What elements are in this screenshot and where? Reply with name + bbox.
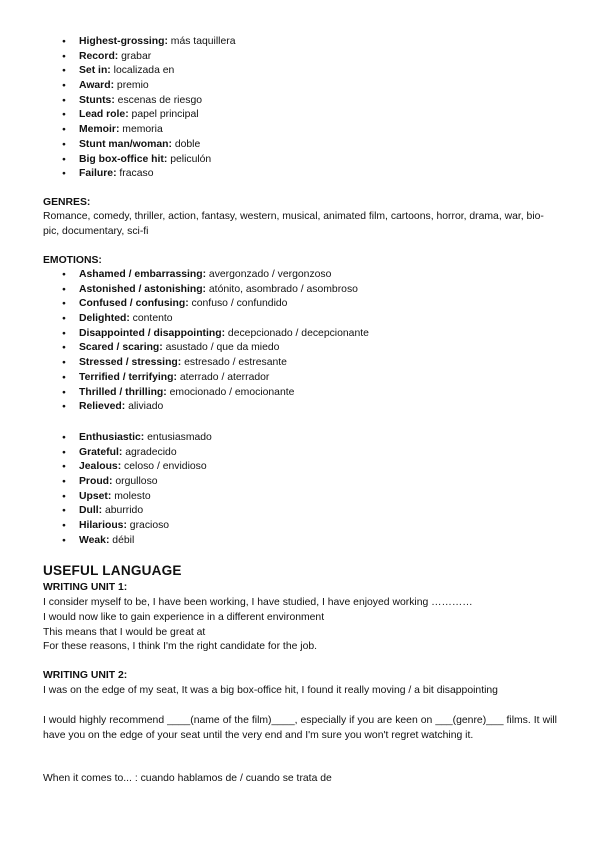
emotion-definition: aterrado / aterrador	[176, 371, 270, 383]
useful-language-title: USEFUL LANGUAGE	[43, 563, 182, 578]
vocab-term: Failure:	[79, 168, 117, 180]
list-item	[62, 431, 212, 446]
emotion-definition: orgulloso	[112, 476, 158, 488]
emotions-list	[62, 268, 369, 415]
emotion-definition: atónito, asombrado / asombroso	[206, 283, 358, 295]
emotion-definition: agradecido	[122, 446, 177, 458]
list-item	[62, 534, 212, 549]
list-item	[62, 475, 212, 490]
vocab-definition: premio	[114, 80, 149, 92]
vocab-definition: memoria	[119, 124, 163, 136]
vocab-definition: localizada en	[110, 65, 175, 77]
list-item	[62, 312, 369, 327]
list-item	[62, 153, 235, 168]
list-item	[62, 94, 235, 109]
list-item	[62, 35, 235, 50]
vocab-term: Set in:	[79, 65, 111, 77]
list-item	[62, 386, 369, 401]
emotion-term: Hilarious:	[79, 520, 127, 532]
vocab-term: Lead role:	[79, 109, 129, 121]
emotion-definition: avergonzado / vergonzoso	[206, 269, 332, 280]
emotion-term: Confused / confusing:	[79, 298, 189, 310]
emotion-term: Relieved:	[79, 401, 126, 413]
vocab-definition: doble	[171, 138, 201, 150]
list-item	[62, 400, 369, 415]
vocab-definition: papel principal	[128, 109, 199, 121]
emotion-term: Disappointed / disappointing:	[79, 327, 226, 339]
emotion-term: Dull:	[79, 505, 103, 517]
vocab-definition: peliculón	[167, 153, 212, 165]
list-item	[62, 446, 212, 461]
writing-unit-1-line: I would now like to gain experience in a different environment	[43, 612, 325, 623]
emotion-term: Enthusiastic:	[79, 432, 145, 443]
emotion-definition: estresado / estresante	[181, 357, 287, 369]
list-item	[62, 519, 212, 534]
writing-unit-1-line: This means that I would be great at	[43, 627, 206, 638]
emotion-definition: confuso / confundido	[188, 298, 288, 310]
vocab-term: Memoir:	[79, 124, 120, 136]
list-item	[62, 138, 235, 153]
emotion-term: Weak:	[79, 534, 110, 546]
list-item	[62, 108, 235, 123]
vocab-definition: fracaso	[116, 168, 154, 180]
emotion-term: Grateful:	[79, 446, 123, 458]
genres-heading: GENRES:	[43, 197, 91, 208]
emotion-definition: celoso / envidioso	[121, 461, 207, 473]
list-item	[62, 283, 369, 298]
list-item	[62, 167, 235, 182]
emotion-term: Stressed / stressing:	[79, 357, 182, 369]
emotion-term: Upset:	[79, 490, 112, 502]
list-item	[62, 356, 369, 371]
genres-text: Romance, comedy, thriller, action, fantasy, western, musical, animated film, cartoons, horror, drama, war, bio-pic, documentary, sci-fi	[43, 211, 544, 237]
emotion-term: Ashamed / embarrassing:	[79, 269, 207, 280]
emotion-definition: emocionado / emocionante	[166, 386, 295, 398]
emotion-term: Astonished / astonishing:	[79, 283, 207, 295]
emotion-definition: molesto	[111, 490, 151, 502]
list-item	[62, 64, 235, 79]
emotion-definition: decepcionado / decepcionante	[225, 327, 369, 339]
vocab-definition: grabar	[118, 50, 152, 62]
list-item	[62, 504, 212, 519]
writing-unit-2-line: I was on the edge of my seat, It was a big box-office hit, I found it really moving / a bit disappointing	[43, 685, 498, 696]
emotion-term: Thrilled / thrilling:	[79, 386, 167, 398]
list-item	[62, 50, 235, 65]
writing-unit-1-heading: WRITING UNIT 1:	[43, 582, 128, 593]
writing-unit-1-line: I consider myself to be, I have been working, I have studied, I have enjoyed working …………	[43, 597, 473, 608]
vocab-term: Stunts:	[79, 94, 115, 106]
writing-unit-2-note: When it comes to... : cuando hablamos de / cuando se trata de	[43, 773, 332, 784]
emotions-list-2	[62, 431, 212, 549]
list-item	[62, 490, 212, 505]
vocab-definition: más taquillera	[167, 36, 236, 47]
emotion-term: Scared / scaring:	[79, 342, 163, 354]
writing-unit-2-heading: WRITING UNIT 2:	[43, 670, 128, 681]
vocab-definition: escenas de riesgo	[114, 94, 203, 106]
emotion-term: Jealous:	[79, 461, 122, 473]
vocab-term: Stunt man/woman:	[79, 138, 172, 150]
list-item	[62, 297, 369, 312]
emotion-definition: gracioso	[126, 520, 170, 532]
list-item	[62, 268, 369, 283]
list-item	[62, 460, 212, 475]
emotion-definition: entusiasmado	[144, 432, 212, 443]
emotion-term: Delighted:	[79, 313, 130, 325]
writing-unit-1-line: For these reasons, I think I'm the right candidate for the job.	[43, 641, 318, 652]
emotions-heading: EMOTIONS:	[43, 255, 102, 266]
emotion-term: Terrified / terrifying:	[79, 371, 177, 383]
emotion-definition: aliviado	[125, 401, 164, 413]
vocab-term: Big box-office hit:	[79, 153, 168, 165]
emotion-definition: asustado / que da miedo	[162, 342, 280, 354]
vocab-term: Highest-grossing:	[79, 36, 168, 47]
vocab-term: Award:	[79, 80, 115, 92]
vocab-list	[62, 35, 235, 182]
list-item	[62, 371, 369, 386]
emotion-term: Proud:	[79, 476, 113, 488]
writing-unit-2-paragraph: I would highly recommend ____(name of the film)____, especially if you are keen on ___(genre)___ films. It will have you on the edge of your seat until the very end and I'm sure you won't regret watching it.	[43, 715, 557, 741]
emotion-definition: aburrido	[102, 505, 144, 517]
list-item	[62, 327, 369, 342]
list-item	[62, 79, 235, 94]
emotion-definition: contento	[129, 313, 173, 325]
list-item	[62, 123, 235, 138]
list-item	[62, 341, 369, 356]
emotion-definition: débil	[109, 534, 135, 546]
vocab-term: Record:	[79, 50, 119, 62]
